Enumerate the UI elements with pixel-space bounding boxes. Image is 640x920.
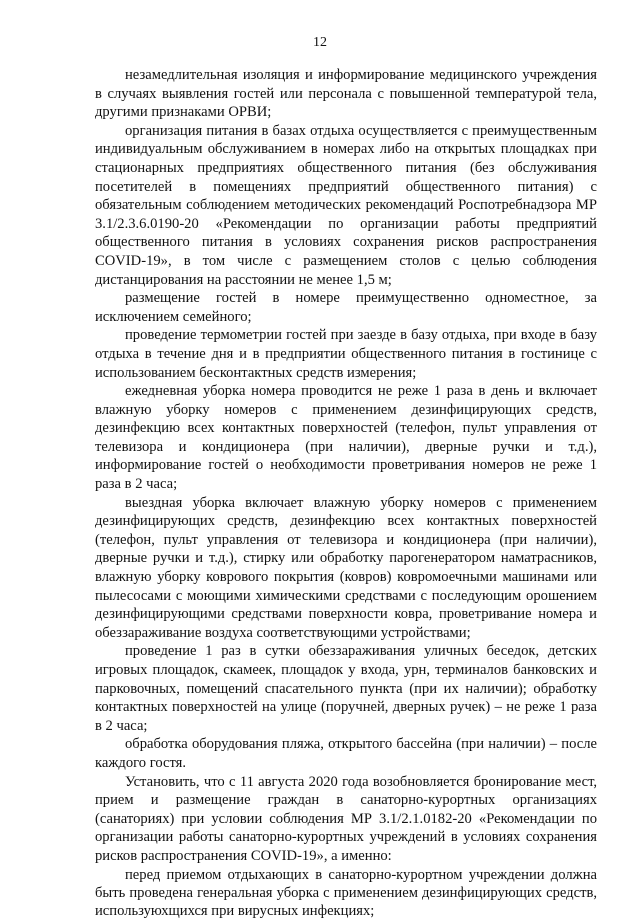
paragraph: ежедневная уборка номера проводится не реже 1 раза в день и включает влажную уборку номеров с применением дезинфицирующих средств, дезинфекцию всех контактных поверхностей (телефон, пульт управления от телевизора и кондиционера (при наличии), дверные ручки и т.д.), информирование гостей о необходимости проветривания номеров не реже 1 раза в 2 часа; bbox=[95, 383, 597, 493]
paragraph: перед приемом отдыхающих в санаторно-курортном учреждении должна быть проведена генеральная уборка с применением дезинфицирующих средств, используюхщихся при вирусных инфекциях; bbox=[95, 866, 597, 920]
paragraph: обработка оборудования пляжа, открытого бассейна (при наличии) – после каждого гостя. bbox=[95, 736, 597, 771]
paragraph: Установить, что с 11 августа 2020 года возобновляется бронирование мест, прием и размещение граждан в санаторно-курортных организациях (санаториях) при условии соблюдения МР 3.1/2.1.0182-20 «Рекомендации по организации работы санаторно-курортных учреждений в условиях сохранения рисков распространения COVID-19», а именно: bbox=[95, 773, 597, 864]
page-number: 12 bbox=[313, 35, 327, 50]
paragraph: незамедлительная изоляция и информирование медицинского учреждения в случаях выявления гостей или персонала с повышенной температурой тела, другими признаками ОРВИ; bbox=[95, 67, 597, 121]
paragraph: размещение гостей в номере преимущественно одноместное, за исключением семейного; bbox=[95, 290, 597, 325]
paragraph: выездная уборка включает влажную уборку номеров с применением дезинфицирующих средств, дезинфекцию всех контактных поверхностей (телефон, пульт управления от телевизора и кондиционера (при наличии), дверные ручки и т.д.), стирку или обработку парогенератором наматрасников, влажную уборку коврового покрытия (ковров) ковромоечными машинами или пылесосами с моющими химическими средствами с последующим орошением дезинфицирующими средствами поверхности ковра, проветривание номера и обеззараживание воздуха соответствующими устройствами; bbox=[95, 494, 597, 641]
paragraph: проведение 1 раз в сутки обеззараживания уличных беседок, детских игровых площадок, скамеек, площадок у входа, урн, терминалов банковских и парковочных, помещений спасательного пункта (при их наличии); обработку контактных поверхностей на улице (поручней, дверных ручек) – не реже 1 раза в 2 часа; bbox=[95, 643, 597, 734]
paragraph: организация питания в базах отдыха осуществляется с преимущественным индивидуальным обслуживанием в номерах либо на открытых площадках при стационарных предприятиях общественного питания (без обслуживания посетителей в помещениях предприятий общественного питания) с обязательным соблюдением методических рекомендаций Роспотребнадзора МР 3.1/2.3.6.0190-20 «Рекомендации по организации работы предприятий общественного питания в условиях сохранения рисков распространения COVID-19», в том числе с размещением столов с целью соблюдения дистанцирования на расстоянии не менее 1,5 м; bbox=[95, 122, 597, 288]
paragraph: проведение термометрии гостей при заезде в базу отдыха, при входе в базу отдыха в течение дня и в предприятии общественного питания в гостинице с использованием бесконтактных средств измерения; bbox=[95, 327, 597, 381]
document-body bbox=[95, 66, 597, 920]
